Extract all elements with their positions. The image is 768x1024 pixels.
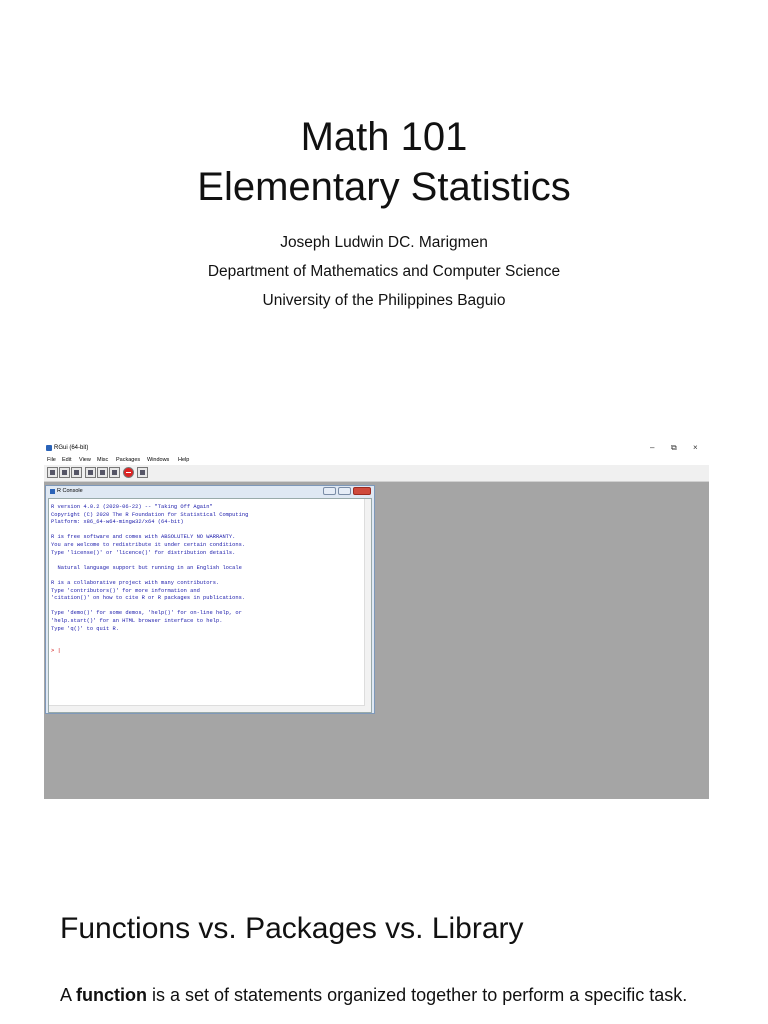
console-vertical-scrollbar[interactable] bbox=[364, 499, 371, 712]
title-course-code: Math 101 bbox=[300, 115, 468, 159]
paste-icon[interactable] bbox=[97, 467, 108, 478]
r-console-icon bbox=[50, 489, 55, 494]
author-name: Joseph Ludwin DC. Marigmen bbox=[280, 234, 488, 251]
r-app-icon bbox=[46, 445, 52, 451]
title-course-name: Elementary Statistics bbox=[197, 165, 571, 209]
load-workspace-icon[interactable] bbox=[59, 467, 70, 478]
restore-button[interactable]: ⧉ bbox=[671, 443, 677, 452]
close-button[interactable]: × bbox=[693, 443, 698, 452]
r-console-titlebar[interactable] bbox=[46, 486, 374, 497]
rgui-window-title: RGui (64-bit) bbox=[54, 445, 89, 451]
definition-term: function bbox=[76, 985, 147, 1005]
console-horizontal-scrollbar[interactable] bbox=[49, 705, 365, 712]
print-icon[interactable] bbox=[137, 467, 148, 478]
section-heading: Functions vs. Packages vs. Library bbox=[60, 912, 524, 945]
rgui-screenshot bbox=[44, 441, 709, 799]
r-console-window[interactable] bbox=[45, 485, 375, 714]
definition-rest: is a set of statements organized together to perform a specific task. bbox=[147, 985, 688, 1005]
copy-icon[interactable] bbox=[85, 467, 96, 478]
definition-prefix: A bbox=[60, 985, 77, 1005]
save-workspace-icon[interactable] bbox=[71, 467, 82, 478]
console-maximize-button[interactable] bbox=[338, 487, 351, 495]
r-console-output[interactable] bbox=[48, 498, 372, 713]
console-minimize-button[interactable] bbox=[323, 487, 336, 495]
menu-file[interactable]: File bbox=[47, 457, 56, 463]
minimize-button[interactable]: – bbox=[650, 443, 655, 452]
menu-view[interactable]: View bbox=[79, 457, 91, 463]
console-prompt[interactable]: > | bbox=[51, 648, 61, 654]
menu-edit[interactable]: Edit bbox=[62, 457, 72, 463]
menu-packages[interactable]: Packages bbox=[116, 457, 141, 463]
rgui-menubar bbox=[44, 455, 709, 465]
function-definition bbox=[60, 984, 700, 1007]
author-university: University of the Philippines Baguio bbox=[262, 292, 506, 309]
rgui-titlebar bbox=[44, 441, 709, 455]
rgui-toolbar bbox=[44, 465, 709, 482]
r-console-title: R Console bbox=[57, 488, 83, 494]
author-block bbox=[0, 228, 768, 315]
menu-windows[interactable]: Windows bbox=[147, 457, 170, 463]
console-close-button[interactable] bbox=[353, 487, 371, 495]
author-department: Department of Mathematics and Computer Science bbox=[207, 263, 561, 280]
stop-icon[interactable] bbox=[123, 467, 134, 478]
menu-help[interactable]: Help bbox=[178, 457, 190, 463]
menu-misc[interactable]: Misc bbox=[97, 457, 109, 463]
console-startup-text: R version 4.0.2 (2020-06-22) -- "Taking Off Again" Copyright (C) 2020 The R Foundation for Statistical Computing Platform: x86_64-w64-mingw32/x64 (64-bit) R is free software and comes with ABSOLUTELY NO WARRANTY. You are welcome to redistribute it under certain conditions. Type 'license()' or 'licence()' for distribution details. Natural language support but running in an English locale R is a collaborative project with many contributors. Type 'contributors()' for more information and 'citation()' on how to cite R or R packages in publications. Type 'demo()' for some demos, 'help()' for on-line help, or 'help.start()' for an HTML browser interface to help. Type 'q()' to quit R. bbox=[51, 504, 249, 632]
copy-paste-icon[interactable] bbox=[109, 467, 120, 478]
open-script-icon[interactable] bbox=[47, 467, 58, 478]
slide-title bbox=[0, 112, 768, 212]
